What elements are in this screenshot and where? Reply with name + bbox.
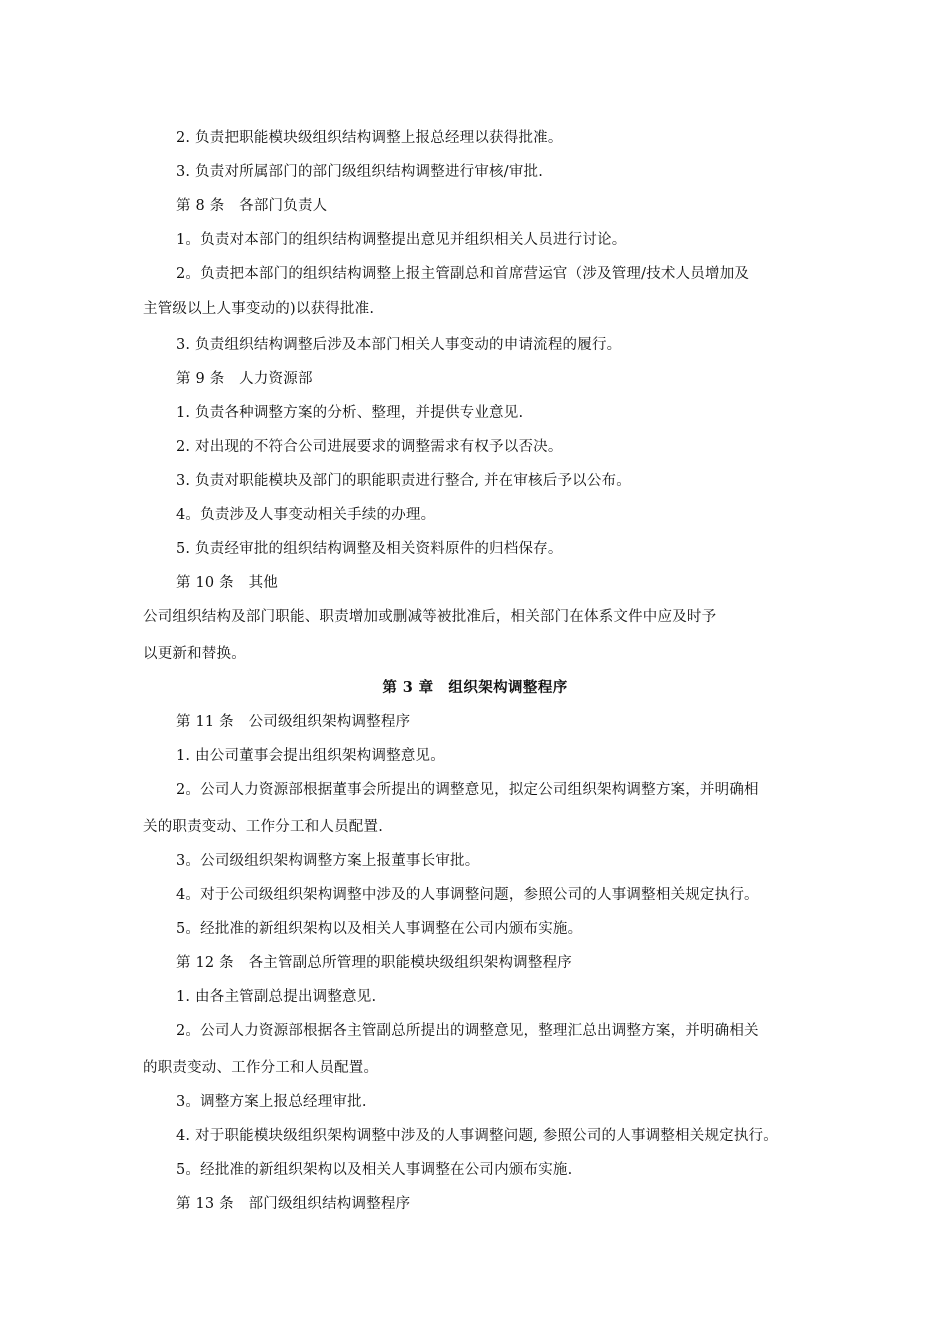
paragraph-line: 4。负责涉及人事变动相关手续的办理。 <box>176 507 436 523</box>
paragraph-line: 2。负责把本部门的组织结构调整上报主管副总和首席营运官（涉及管理/技术人员增加及 <box>176 266 750 282</box>
article-heading: 第 12 条 各主管副总所管理的职能模块级组织架构调整程序 <box>176 955 572 971</box>
paragraph-line: 以更新和替换。 <box>143 646 246 662</box>
paragraph-line: 3。公司级组织架构调整方案上报董事长审批。 <box>176 853 480 869</box>
paragraph-line: 5. 负责经审批的组织结构调整及相关资料原件的归档保存。 <box>176 541 563 557</box>
paragraph-line: 4。对于公司级组织架构调整中涉及的人事调整问题，参照公司的人事调整相关规定执行。 <box>176 887 759 903</box>
paragraph-line: 3. 负责对职能模块及部门的职能职责进行整合, 并在审核后予以公布。 <box>176 473 631 489</box>
paragraph-line: 公司组织结构及部门职能、职责增加或删减等被批准后，相关部门在体系文件中应及时予 <box>143 609 717 625</box>
article-heading: 第 9 条 人力资源部 <box>176 371 313 387</box>
paragraph-line: 3. 负责组织结构调整后涉及本部门相关人事变动的申请流程的履行。 <box>176 337 622 353</box>
paragraph-line: 3. 负责对所属部门的部门级组织结构调整进行审核/审批. <box>176 164 544 180</box>
chapter-heading: 第 3 章 组织架构调整程序 <box>382 679 568 696</box>
paragraph-line: 5。经批准的新组织架构以及相关人事调整在公司内颁布实施。 <box>176 921 583 937</box>
paragraph-line: 1. 负责各种调整方案的分析、整理，并提供专业意见. <box>176 405 524 421</box>
paragraph-line: 主管级以上人事变动的)以获得批准. <box>143 301 375 317</box>
article-heading: 第 10 条 其他 <box>176 575 278 591</box>
paragraph-line: 2. 对出现的不符合公司进展要求的调整需求有权予以否决。 <box>176 439 563 455</box>
paragraph-line: 2. 负责把职能模块级组织结构调整上报总经理以获得批准。 <box>176 130 563 146</box>
paragraph-line: 3。调整方案上报总经理审批. <box>176 1094 367 1110</box>
article-heading: 第 8 条 各部门负责人 <box>176 198 328 214</box>
article-heading: 第 13 条 部门级组织结构调整程序 <box>176 1196 411 1212</box>
article-heading: 第 11 条 公司级组织架构调整程序 <box>176 714 411 730</box>
paragraph-line: 2。公司人力资源部根据董事会所提出的调整意见，拟定公司组织架构调整方案，并明确相 <box>176 782 759 798</box>
paragraph-line: 1。负责对本部门的组织结构调整提出意见并组织相关人员进行讨论。 <box>176 232 627 248</box>
paragraph-line: 1. 由各主管副总提出调整意见. <box>176 989 377 1005</box>
paragraph-line: 的职责变动、工作分工和人员配置。 <box>143 1060 379 1076</box>
paragraph-line: 2。公司人力资源部根据各主管副总所提出的调整意见，整理汇总出调整方案，并明确相关 <box>176 1023 759 1039</box>
paragraph-line: 4. 对于职能模块级组织架构调整中涉及的人事调整问题, 参照公司的人事调整相关规定执行。 <box>176 1128 778 1144</box>
paragraph-line: 1. 由公司董事会提出组织架构调整意见。 <box>176 748 445 764</box>
paragraph-line: 关的职责变动、工作分工和人员配置. <box>143 819 384 835</box>
paragraph-line: 5。经批准的新组织架构以及相关人事调整在公司内颁布实施. <box>176 1162 573 1178</box>
